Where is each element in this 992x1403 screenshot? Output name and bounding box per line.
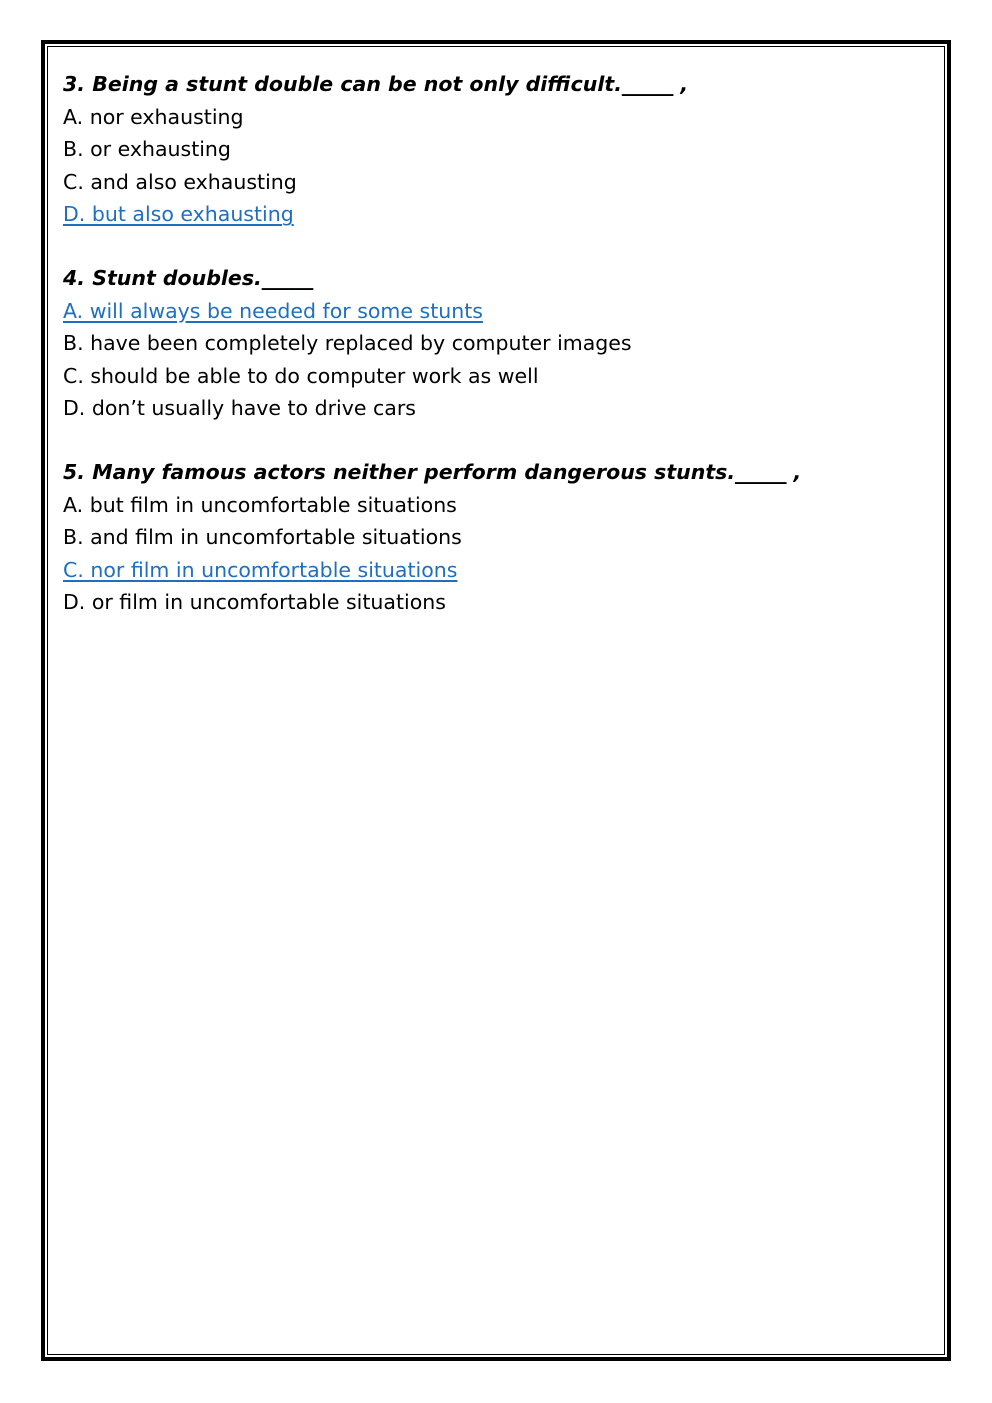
- question-3: [63, 68, 923, 231]
- page-border: [41, 40, 951, 1361]
- option-d[interactable]: D. or film in uncomfortable situations: [63, 590, 446, 615]
- option-b[interactable]: B. have been completely replaced by computer images: [63, 331, 632, 356]
- option-a[interactable]: A. but film in uncomfortable situations: [63, 492, 457, 517]
- question-5: [63, 456, 923, 619]
- option-d-correct[interactable]: D. but also exhausting: [63, 202, 294, 227]
- option-d[interactable]: D. don’t usually have to drive cars: [63, 396, 416, 421]
- option-a-correct[interactable]: A. will always be needed for some stunts: [63, 298, 483, 323]
- question-prompt: 4. Stunt doubles._____: [63, 265, 314, 290]
- question-prompt: 5. Many famous actors neither perform dangerous stunts._____ ,: [63, 459, 802, 484]
- worksheet-content: [63, 68, 923, 650]
- option-c[interactable]: C. and also exhausting: [63, 169, 297, 194]
- question-4: [63, 262, 923, 425]
- question-prompt: 3. Being a stunt double can be not only difficult._____ ,: [63, 72, 689, 96]
- option-a[interactable]: A. nor exhausting: [63, 104, 244, 129]
- option-b[interactable]: B. or exhausting: [63, 137, 231, 162]
- option-c[interactable]: C. should be able to do computer work as well: [63, 363, 539, 388]
- option-c-correct[interactable]: C. nor film in uncomfortable situations: [63, 557, 458, 582]
- option-b[interactable]: B. and film in uncomfortable situations: [63, 525, 462, 550]
